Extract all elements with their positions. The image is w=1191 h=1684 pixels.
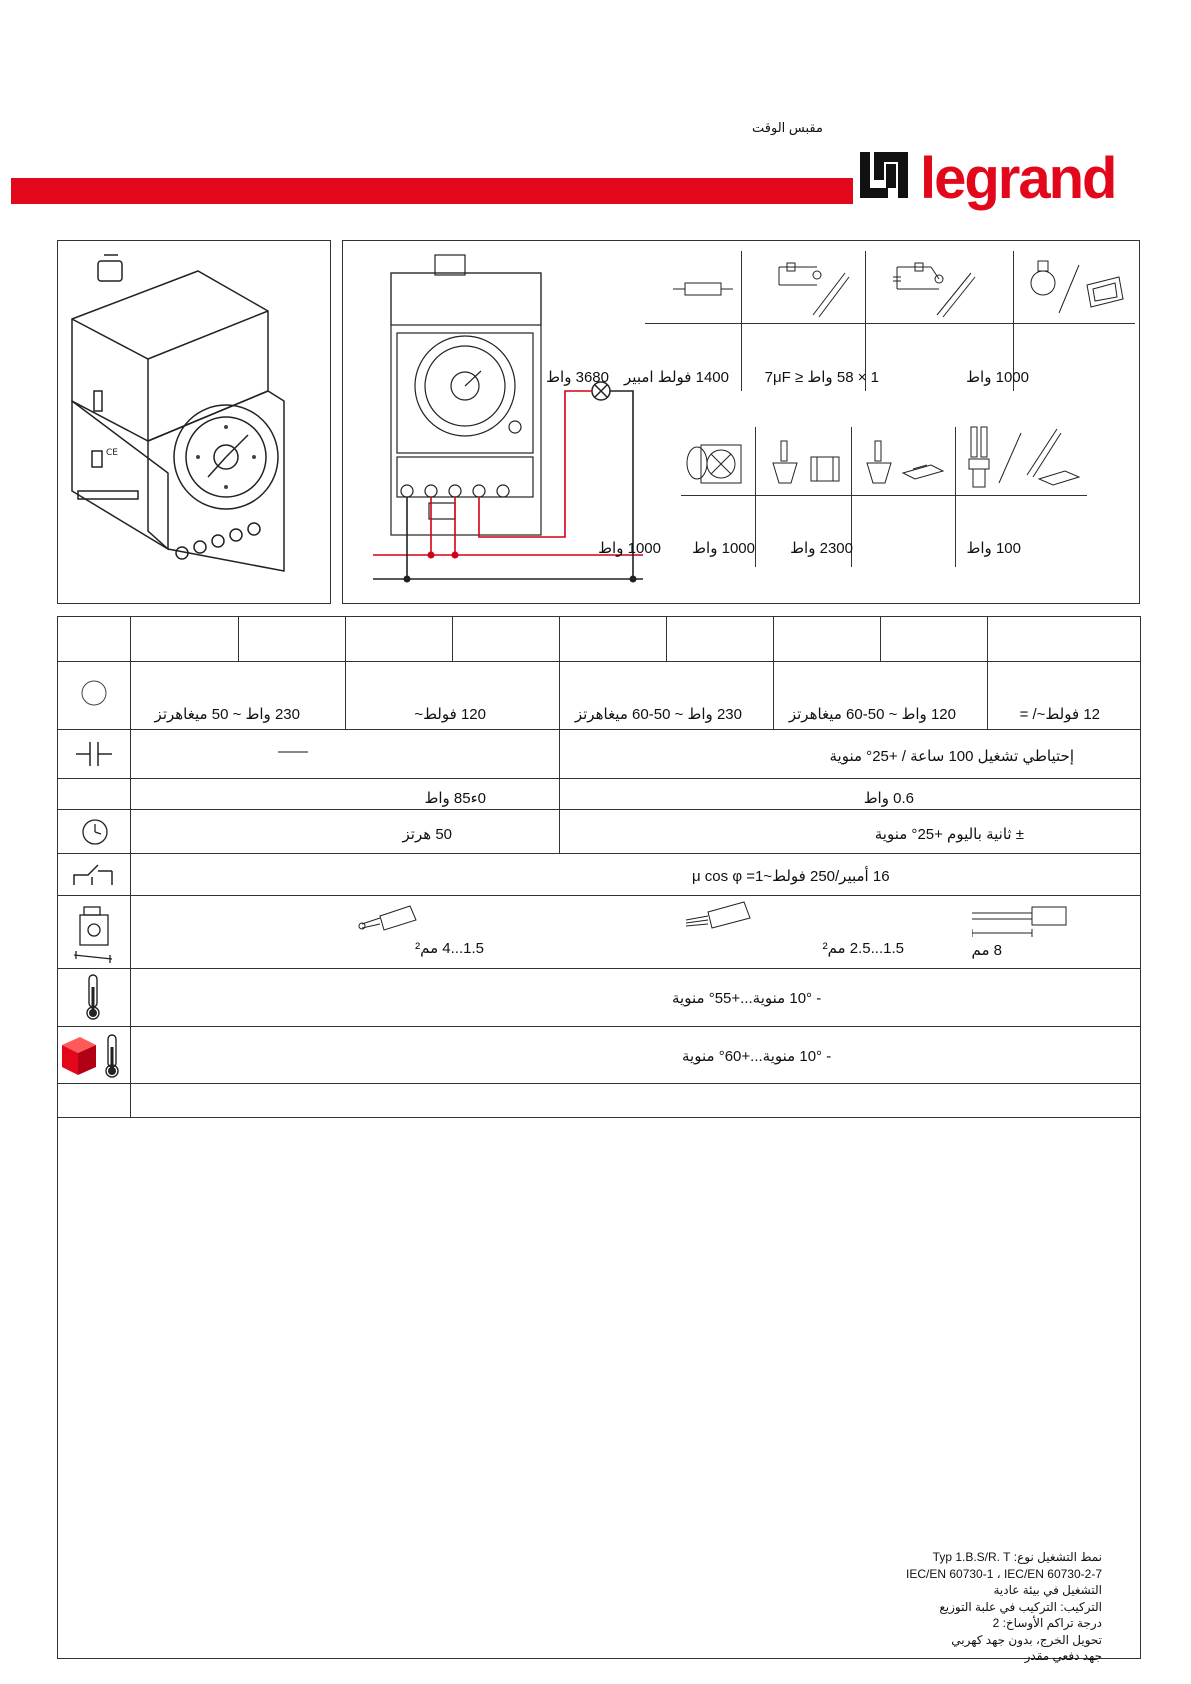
footer-note: التركيب: التركيب في علبة التوزيع xyxy=(939,1599,1102,1614)
clock-icon xyxy=(80,817,110,847)
supply-value: 230 واط ~ 50 ميغاهرتز xyxy=(154,706,300,723)
load-value: 1400 فولط امبير xyxy=(624,369,729,386)
capacitor-reserve-icon xyxy=(76,739,112,769)
reserve-left: —— xyxy=(278,743,308,760)
accuracy-right: ± ثانية باليوم +25° منوية xyxy=(874,826,1024,843)
relay-contact-icon xyxy=(72,863,116,887)
terminal-screw-icon xyxy=(72,905,116,963)
brand-red-bar xyxy=(11,178,853,204)
load-value: 3680 واط xyxy=(546,369,609,386)
contact-rating: 16 أمبير/250 فولط~μ cos φ =1 xyxy=(692,868,890,885)
time-switch-illustration xyxy=(58,241,330,603)
consumption-right: 0.6 واط xyxy=(863,790,914,807)
legrand-logo xyxy=(860,150,1136,222)
supply-value: 12 فولط~/ = xyxy=(1019,706,1100,723)
reserve-right: إحتياطي تشغيل 100 ساعة / +25° منوية xyxy=(829,748,1074,765)
footer-note: درجة تراكم الأوساخ: 2 xyxy=(992,1616,1102,1630)
supply-value: 230 واط ~ 50-60 ميغاهرتز xyxy=(574,706,742,723)
footer-note: تحويل الخرج، بدون جهد كهربي xyxy=(951,1632,1102,1647)
product-image-panel xyxy=(57,240,331,604)
supply-value: 120 واط ~ 50-60 ميغاهرتز xyxy=(788,706,956,723)
load-value: 1000 واط xyxy=(692,540,755,557)
document-title: مقبس الوقت xyxy=(752,120,823,135)
consumption-left: 0ء85 واط xyxy=(424,790,486,807)
footer-note: نمط التشغيل نوع: Typ 1.B.S/R. T xyxy=(932,1550,1102,1564)
load-value: 100 واط xyxy=(966,540,1021,557)
circle-icon xyxy=(80,679,108,707)
strip-length: 8 مم xyxy=(971,942,1002,959)
lv-halogen-ferromagnetic-icon xyxy=(763,427,847,493)
fluorescent-parallel-compensated-icon xyxy=(891,259,981,319)
rigid-wire-icon xyxy=(358,902,418,936)
flexible-wire-icon xyxy=(684,900,754,934)
fan-motor-icon xyxy=(683,437,749,491)
svg-text:legrand: legrand xyxy=(920,150,1116,211)
supply-value: 120 فولط~ xyxy=(414,706,486,723)
incandescent-resistive-icon xyxy=(673,277,733,301)
storage-thermometer-icon xyxy=(60,1031,126,1079)
load-value: 1000 واط xyxy=(598,540,661,557)
rigid-section: 1.5...4 مم² xyxy=(415,940,484,957)
operating-temp: - 10° منوية...+55° منوية xyxy=(672,990,822,1007)
storage-temp: - 10° منوية...+60° منوية xyxy=(682,1048,832,1065)
footer-note: IEC/EN 60730-1 ، IEC/EN 60730-2-7 xyxy=(906,1566,1102,1581)
footer-note: التشغيل في بيئة عادية xyxy=(993,1583,1102,1597)
wiring-and-loads-panel xyxy=(342,240,1140,604)
wire-strip-length-icon xyxy=(972,903,1072,943)
thermometer-icon xyxy=(82,973,104,1021)
footer-note: جهد دفعي مقدر xyxy=(1024,1649,1102,1663)
fluorescent-uncompensated-icon xyxy=(773,259,853,319)
svg-text:CE: CE xyxy=(106,448,118,458)
accuracy-left: 50 هرتز xyxy=(402,826,452,843)
incandescent-halogen-lamp-icon xyxy=(1023,255,1133,319)
load-value: 2300 واط xyxy=(790,540,853,557)
footer-notes xyxy=(906,1549,1102,1665)
compact-fluorescent-icon xyxy=(957,417,1087,493)
load-value: 1000 واط xyxy=(966,369,1029,386)
flexible-section: 1.5...2.5 مم² xyxy=(822,940,904,957)
spec-table xyxy=(57,616,1141,1663)
load-value: 1 × 58 واط ≤ 7μF xyxy=(764,369,879,386)
lv-halogen-electronic-icon xyxy=(857,427,951,493)
